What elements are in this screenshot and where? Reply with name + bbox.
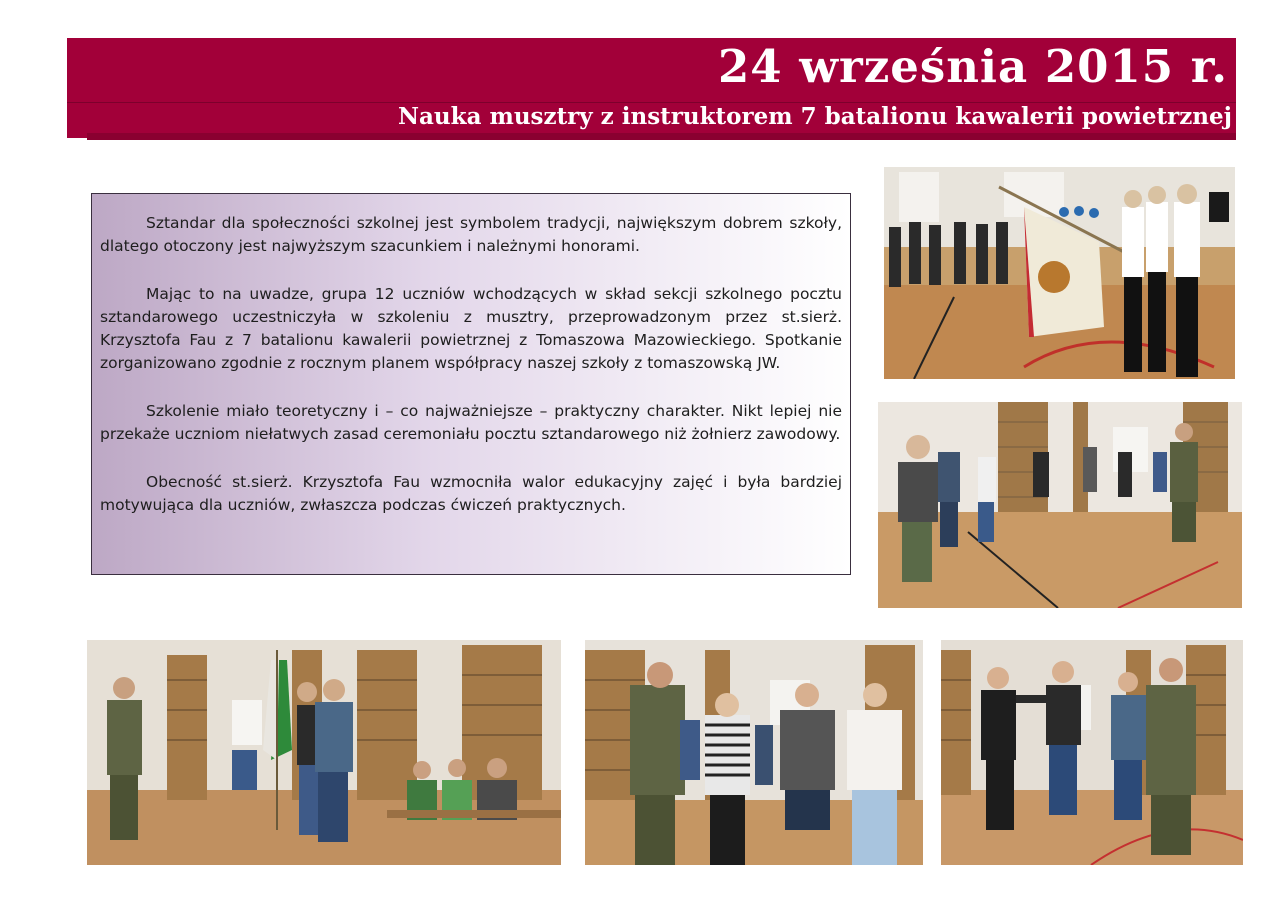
header-banner bbox=[67, 38, 1236, 138]
photo-flag-ceremony bbox=[884, 167, 1235, 379]
article-paragraph-1: Sztandar dla społeczności szkolnej jest symbolem tradycji, największym dobrem szkoły, dlatego otoczony jest najwyższym szacunkiem i należnymi honorami. bbox=[100, 214, 842, 255]
page-date: 24 września 2015 r. bbox=[717, 40, 1228, 93]
photo-soldier-flag bbox=[87, 640, 561, 865]
photo-soldier-students bbox=[585, 640, 923, 865]
article-box bbox=[91, 193, 851, 575]
header-divider bbox=[67, 102, 1236, 103]
page-subtitle: Nauka musztry z instruktorem 7 batalionu kawalerii powietrznej bbox=[398, 103, 1232, 130]
article-paragraph-4: Obecność st.sierż. Krzysztofa Fau wzmocniła walor edukacyjny zajęć i była bardziej motywująca dla uczniów, zwłaszcza podczas ćwiczeń praktycznych. bbox=[100, 473, 842, 514]
article-paragraph-3: Szkolenie miało teoretyczny i – co najważniejsze – praktyczny charakter. Nikt lepiej nie przekaże uczniom niełatwych zasad ceremoniału pocztu sztandarowego niż żołnierz zawodowy. bbox=[100, 402, 842, 443]
photo-drill-exercise bbox=[941, 640, 1243, 865]
header-shadow bbox=[87, 133, 1236, 140]
article-paragraph-2: Mając to na uwadze, grupa 12 uczniów wchodzących w skład sekcji szkolnego pocztu sztandarowego uczestniczyła w szkoleniu z musztry, przeprowadzonym przez st.sierż. Krzysztofa Fau z 7 batalionu kawalerii powietrznej z Tomaszowa Mazowieckiego. Spotkanie zorganizowano zgodnie z rocznym planem współpracy naszej szkoły z tomaszowską JW. bbox=[100, 285, 842, 372]
photo-gym-march bbox=[878, 402, 1242, 608]
